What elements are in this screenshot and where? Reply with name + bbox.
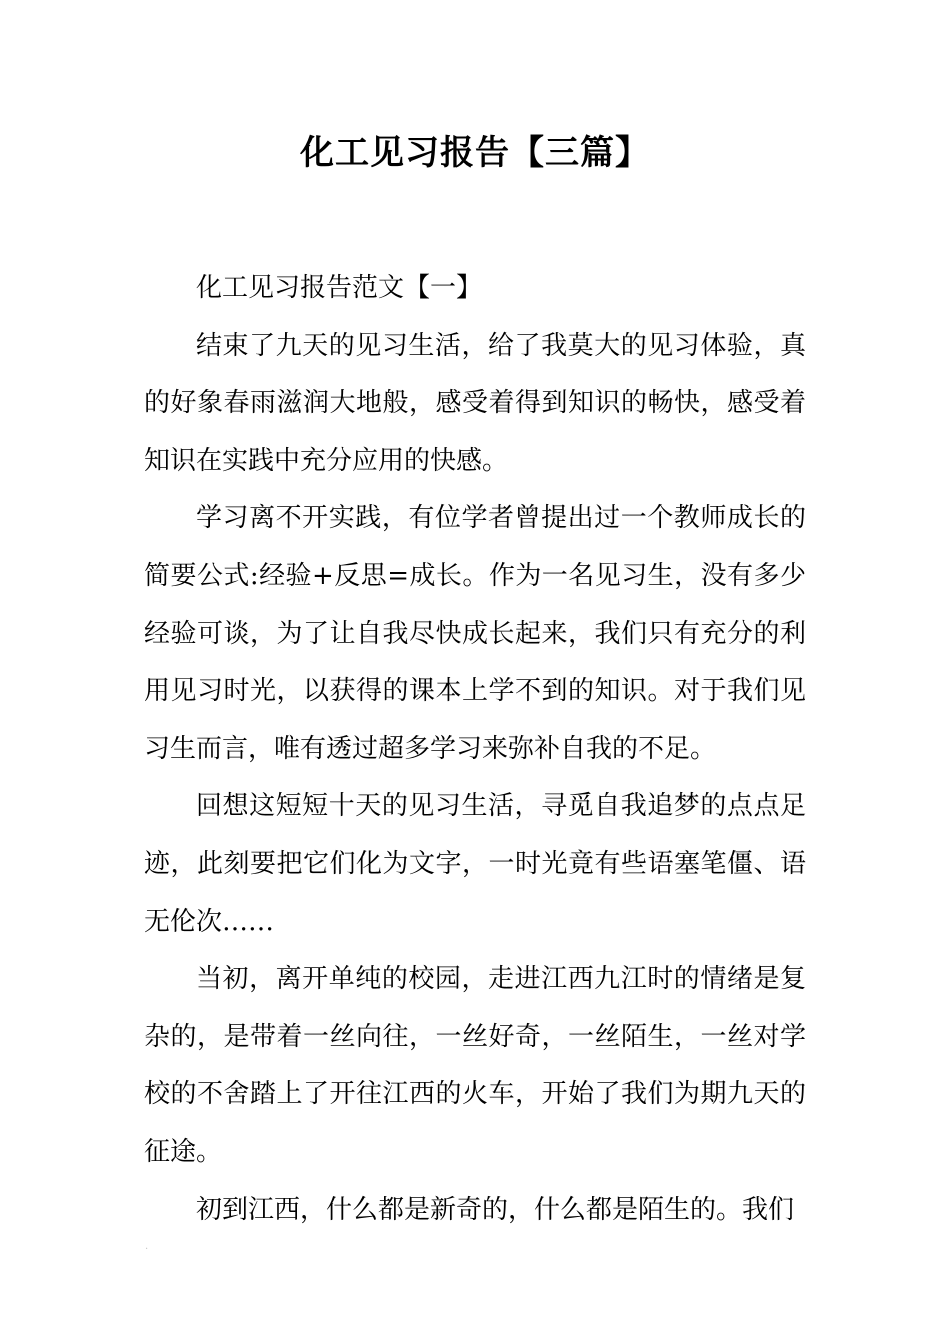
page-mark-dot: ·	[145, 1244, 149, 1255]
section-heading: 化工见习报告范文【一】	[196, 273, 483, 303]
paragraph-1: 结束了九天的见习生活，给了我莫大的见习体验，真的好象春雨滋润大地般，感受着得到知识的畅快，感受着知识在实践中充分应用的快感。	[144, 330, 806, 476]
paragraph-3: 回想这短短十天的见习生活，寻觅自我追梦的点点足迹，此刻要把它们化为文字，一时光竟有些语塞笔僵、语无伦次……	[144, 791, 806, 937]
paragraph-4: 当初，离开单纯的校园，走进江西九江时的情绪是复杂的，是带着一丝向往，一丝好奇，一丝陌生，一丝对学校的不舍踏上了开往江西的火车，开始了我们为期九天的征途。	[144, 964, 806, 1167]
document-title: 化工见习报告【三篇】	[300, 133, 650, 173]
document-body	[144, 260, 806, 1239]
paragraph-5: 初到江西，什么都是新奇的，什么都是陌生的。我们	[196, 1194, 795, 1225]
paragraph-2: 学习离不开实践，有位学者曾提出过一个教师成长的简要公式:经验+反思=成长。作为一名见习生，没有多少经验可谈，为了让自我尽快成长起来，我们只有充分的利用见习时光，以获得的课本上学不到的知识。对于我们见习生而言，唯有透过超多学习来弥补自我的不足。	[144, 503, 806, 764]
